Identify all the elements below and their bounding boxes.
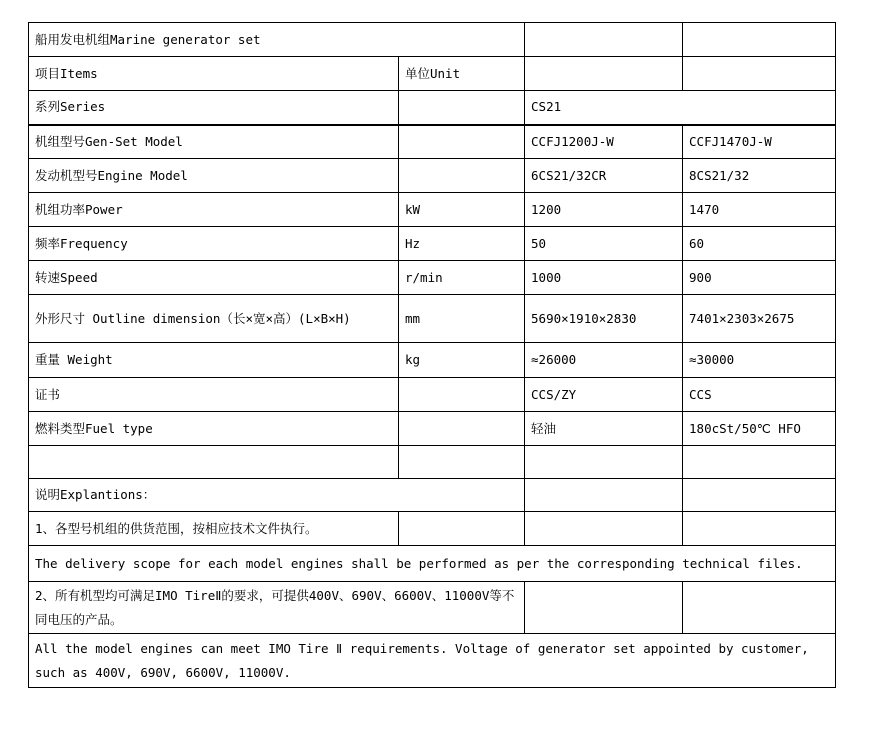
cell-power-label: 机组功率Power — [29, 193, 399, 227]
cell-certificate-value-1: CCS/ZY — [525, 378, 683, 412]
cell-series-value: CS21 — [525, 91, 836, 125]
cell-frequency-unit: Hz — [399, 227, 525, 261]
cell-weight-value-2: ≈30000 — [683, 343, 836, 378]
cell-genset-model-label: 机组型号Gen-Set Model — [29, 125, 399, 159]
row-certificate — [29, 378, 836, 412]
row-note-1-en — [29, 546, 836, 582]
cell-engine-model-value-1: 6CS21/32CR — [525, 159, 683, 193]
cell-title-blank-2 — [683, 23, 836, 57]
cell-note-1-en: The delivery scope for each model engines shall be performed as per the corresponding technical files. — [29, 546, 836, 582]
row-power — [29, 193, 836, 227]
row-outline-dimension — [29, 295, 836, 343]
cell-speed-label: 转速Speed — [29, 261, 399, 295]
row-engine-model — [29, 159, 836, 193]
cell-explanations-label: 说明Explantions： — [29, 479, 525, 512]
cell-note-1-blank-3 — [683, 512, 836, 546]
cell-certificate-unit — [399, 378, 525, 412]
row-frequency — [29, 227, 836, 261]
cell-frequency-label: 频率Frequency — [29, 227, 399, 261]
cell-genset-model-value-2: CCFJ1470J-W — [683, 125, 836, 159]
row-weight — [29, 343, 836, 378]
cell-engine-model-unit — [399, 159, 525, 193]
cell-note-1-blank-2 — [525, 512, 683, 546]
cell-series-unit — [399, 91, 525, 125]
cell-note-2-blank-1 — [525, 582, 683, 634]
row-series — [29, 91, 836, 125]
cell-frequency-value-2: 60 — [683, 227, 836, 261]
row-items-header — [29, 57, 836, 91]
cell-series-label: 系列Series — [29, 91, 399, 125]
row-speed — [29, 261, 836, 295]
cell-fuel-type-unit — [399, 412, 525, 446]
cell-weight-value-1: ≈26000 — [525, 343, 683, 378]
marine-generator-spec-table — [28, 22, 836, 688]
cell-weight-unit: kg — [399, 343, 525, 378]
cell-explanations-blank-1 — [525, 479, 683, 512]
cell-speed-value-1: 1000 — [525, 261, 683, 295]
cell-note-1-cn: 1、各型号机组的供货范围，按相应技术文件执行。 — [29, 512, 399, 546]
cell-unit-header: 单位Unit — [399, 57, 525, 91]
cell-speed-value-2: 900 — [683, 261, 836, 295]
cell-note-2-blank-2 — [683, 582, 836, 634]
cell-frequency-value-1: 50 — [525, 227, 683, 261]
cell-genset-model-value-1: CCFJ1200J-W — [525, 125, 683, 159]
row-empty — [29, 446, 836, 479]
cell-empty-3 — [525, 446, 683, 479]
row-table-title — [29, 23, 836, 57]
cell-engine-model-label: 发动机型号Engine Model — [29, 159, 399, 193]
cell-certificate-value-2: CCS — [683, 378, 836, 412]
row-note-2-cn — [29, 582, 836, 634]
cell-speed-unit: r/min — [399, 261, 525, 295]
cell-table-title: 船用发电机组Marine generator set — [29, 23, 525, 57]
cell-empty-1 — [29, 446, 399, 479]
cell-engine-model-value-2: 8CS21/32 — [683, 159, 836, 193]
cell-power-value-1: 1200 — [525, 193, 683, 227]
cell-certificate-label: 证书 — [29, 378, 399, 412]
row-genset-model — [29, 125, 836, 159]
cell-note-2-cn: 2、所有机型均可满足IMO TireⅡ的要求，可提供400V、690V、6600V、11000V等不同电压的产品。 — [29, 582, 525, 634]
cell-fuel-type-label: 燃料类型Fuel type — [29, 412, 399, 446]
cell-power-value-2: 1470 — [683, 193, 836, 227]
cell-items-blank-2 — [683, 57, 836, 91]
cell-weight-label: 重量 Weight — [29, 343, 399, 378]
cell-title-blank-1 — [525, 23, 683, 57]
cell-genset-model-unit — [399, 125, 525, 159]
cell-explanations-blank-2 — [683, 479, 836, 512]
cell-empty-2 — [399, 446, 525, 479]
cell-power-unit: kW — [399, 193, 525, 227]
row-explanations-header — [29, 479, 836, 512]
cell-fuel-type-value-1: 轻油 — [525, 412, 683, 446]
cell-outline-dimension-label: 外形尺寸 Outline dimension（长×宽×高）(L×B×H) — [29, 295, 399, 343]
cell-items-label: 项目Items — [29, 57, 399, 91]
cell-outline-dimension-unit: mm — [399, 295, 525, 343]
row-note-1-cn — [29, 512, 836, 546]
cell-empty-4 — [683, 446, 836, 479]
cell-outline-dimension-value-2: 7401×2303×2675 — [683, 295, 836, 343]
cell-note-1-blank-1 — [399, 512, 525, 546]
row-fuel-type — [29, 412, 836, 446]
cell-outline-dimension-value-1: 5690×1910×2830 — [525, 295, 683, 343]
cell-note-2-en: All the model engines can meet IMO Tire Ⅱ requirements. Voltage of generator set appointed by customer, such as 400V, 690V, 6600V, 11000V. — [29, 634, 836, 688]
row-note-2-en — [29, 634, 836, 688]
cell-items-blank-1 — [525, 57, 683, 91]
cell-fuel-type-value-2: 180cSt/50℃ HFO — [683, 412, 836, 446]
